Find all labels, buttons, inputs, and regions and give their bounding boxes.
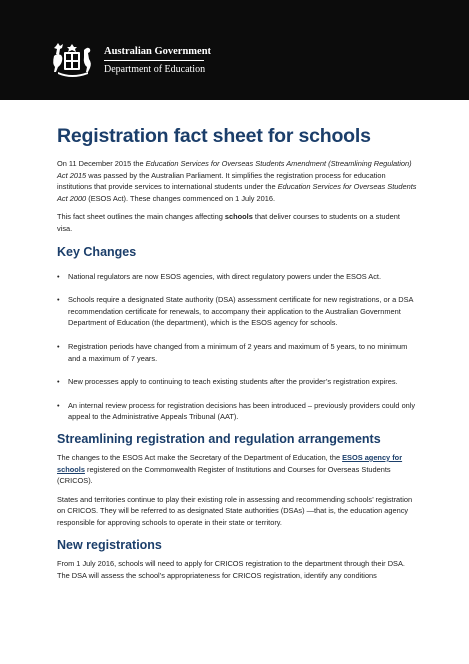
bullet-icon: •: [57, 295, 60, 305]
list-item-text: National regulators are now ESOS agencies, with direct regulatory powers under the ESOS Act.: [68, 271, 382, 281]
streamlining-text: registered on the Commonwealth Register of Institutions and Courses for Overseas Students (CRICOS).: [57, 464, 391, 486]
list-item-text: Schools require a designated State authority (DSA) assessment certificate for new registrations, or a DSA recommendation certificate for renewals, to accompany their application to the Australian Government Department of Education (the department), which is the ESOS agency for schools.: [68, 295, 414, 328]
amendment-act-title: Education Services for Overseas Students Amendment (Streamlining Regulation) Act 2015: [57, 159, 412, 180]
document-body: [57, 123, 417, 589]
intro-paragraph: [57, 158, 417, 204]
scope-paragraph: [57, 211, 417, 234]
government-name: Australian Government: [104, 46, 212, 57]
list-item: [57, 341, 417, 364]
intro-text: (ESOS Act). These changes commenced on 1 July 2016.: [86, 193, 276, 203]
list-item-text: An internal review process for registration decisions has been introduced – previously providers could only appeal to the Administrative Appeals Tribunal (AAT).: [68, 400, 416, 422]
streamlining-text: The changes to the ESOS Act make the Secretary of the Department of Education, the: [57, 452, 343, 462]
streamlining-paragraph: [57, 452, 417, 487]
new-registrations-heading: New registrations: [57, 538, 162, 553]
streamlining-heading: Streamlining registration and regulation arrangements: [57, 431, 381, 446]
department-name: Department of Education: [104, 64, 206, 75]
key-changes-heading: Key Changes: [57, 244, 137, 259]
list-item: [57, 400, 417, 423]
esos-act-title: Education Services for Overseas Students Act 2000: [57, 182, 417, 203]
government-header: [0, 0, 469, 100]
esos-agency-link[interactable]: ESOS agency for schools: [57, 452, 403, 474]
intro-text: On 11 December 2015 the: [57, 159, 146, 168]
page-title: Registration fact sheet for schools: [57, 125, 371, 147]
coat-of-arms-icon: [50, 40, 96, 80]
bullet-icon: •: [57, 400, 60, 410]
schools-emphasis: schools: [224, 212, 253, 222]
intro-text: was passed by the Australian Parliament. It simplifies the registration process for education institutions that provide services to international students under the: [57, 170, 386, 192]
header-divider: [104, 60, 204, 61]
list-item: [57, 271, 417, 283]
bullet-icon: •: [57, 271, 60, 281]
list-item-text: New processes apply to continuing to teach existing students after the provider’s registration expires.: [68, 377, 398, 387]
list-item-text: Registration periods have changed from a minimum of 2 years and maximum of 5 years, to no minimum and a maximum of 7 years.: [68, 341, 408, 363]
scope-text: that deliver courses to students on a student visa.: [57, 212, 400, 233]
states-paragraph: States and territories continue to play their existing role in assessing and recommending schools’ registration on CRICOS. They will be referred to as designated State authorities (DSAs) —that is, the education agency responsible for approving schools to operate in their state or territory.: [57, 494, 413, 527]
new-registrations-paragraph: From 1 July 2016, schools will need to apply for CRICOS registration to the department through their DSA. The DSA will assess the school’s appropriateness for CRICOS registration, identify any conditions: [57, 559, 405, 581]
bullet-icon: •: [57, 341, 60, 351]
key-changes-list: [57, 271, 417, 423]
list-item: [57, 294, 417, 329]
scope-text: This fact sheet outlines the main changes affecting: [57, 212, 225, 222]
list-item: [57, 376, 417, 388]
bullet-icon: •: [57, 377, 60, 387]
